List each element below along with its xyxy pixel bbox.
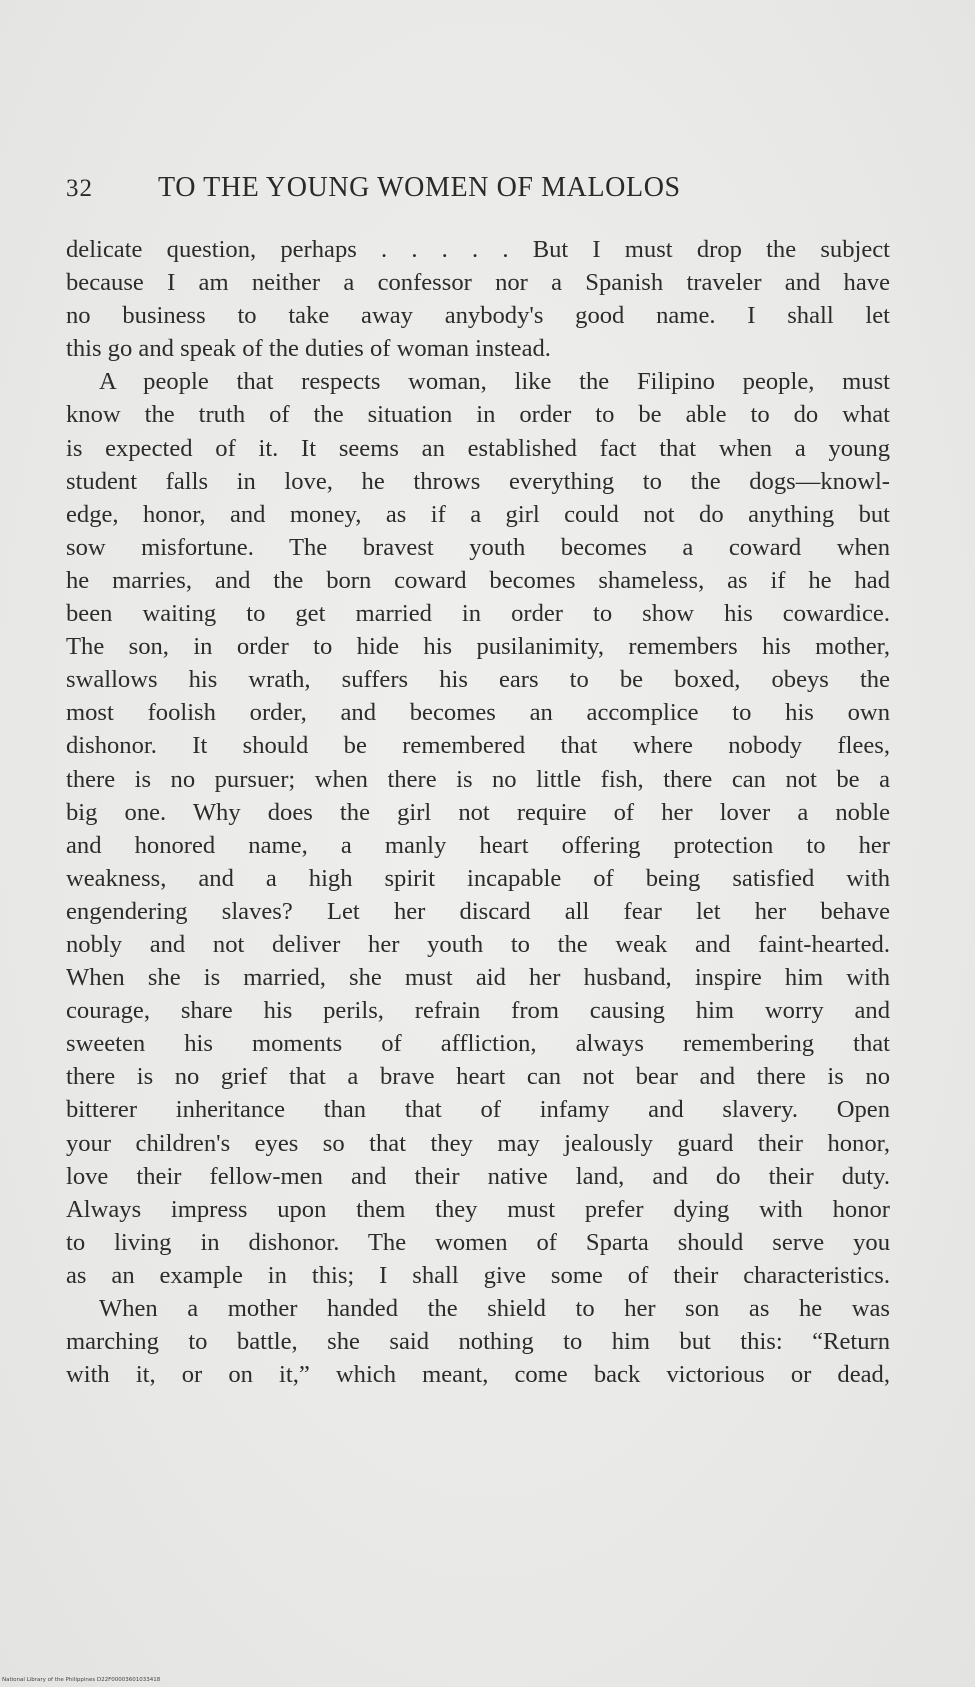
running-title: TO THE YOUNG WOMEN OF MALOLOS (158, 172, 681, 203)
text-line: sweeten his moments of affliction, always remembering that (66, 1030, 890, 1058)
text-line: nobly and not deliver her youth to the weak and faint-hearted. (66, 930, 890, 958)
text-line: courage, share his perils, refrain from causing him worry and (66, 997, 890, 1025)
text-line: and honored name, a manly heart offering protection to her (66, 831, 890, 859)
text-line: marching to battle, she said nothing to him but this: “Return (66, 1328, 890, 1356)
text-line: this go and speak of the duties of woman instead. (66, 335, 551, 363)
body-text (66, 233, 890, 1391)
text-line: most foolish order, and becomes an accomplice to his own (66, 699, 890, 727)
text-line: to living in dishonor. The women of Sparta should serve you (66, 1228, 890, 1256)
text-line: weakness, and a high spirit incapable of being satisfied with (66, 864, 890, 892)
text-line: no business to take away anybody's good name. I shall let (66, 302, 890, 330)
text-line: The son, in order to hide his pusilanimity, remembers his mother, (66, 633, 890, 661)
text-line: love their fellow-men and their native land, and do their duty. (66, 1162, 890, 1190)
text-line: edge, honor, and money, as if a girl could not do anything but (66, 500, 890, 528)
text-line: sow misfortune. The bravest youth becomes a coward when (66, 533, 890, 561)
text-line: big one. Why does the girl not require of her lover a noble (66, 798, 890, 826)
page-number: 32 (66, 175, 93, 202)
text-line: is expected of it. It seems an established fact that when a young (66, 434, 890, 462)
text-line: student falls in love, he throws everything to the dogs—knowl- (66, 467, 890, 495)
text-line: because I am neither a confessor nor a Spanish traveler and have (66, 269, 890, 297)
paragraph-first-line: A people that respects woman, like the Filipino people, must (99, 368, 890, 396)
text-line: your children's eyes so that they may jealously guard their honor, (66, 1129, 890, 1157)
text-line: dishonor. It should be remembered that where nobody flees, (66, 732, 890, 760)
text-line: When she is married, she must aid her husband, inspire him with (66, 964, 890, 992)
text-line: as an example in this; I shall give some of their characteristics. (66, 1261, 890, 1289)
text-line: he marries, and the born coward becomes shameless, as if he had (66, 566, 890, 594)
text-line: Always impress upon them they must prefer dying with honor (66, 1195, 890, 1223)
text-line: know the truth of the situation in order to be able to do what (66, 401, 890, 429)
text-line: been waiting to get married in order to show his cowardice. (66, 600, 890, 628)
running-head (66, 172, 896, 212)
text-line: bitterer inheritance than that of infamy and slavery. Open (66, 1096, 890, 1124)
text-line: there is no grief that a brave heart can not bear and there is no (66, 1063, 890, 1091)
text-line: with it, or on it,” which meant, come back victorious or dead, (66, 1361, 890, 1389)
text-line: swallows his wrath, suffers his ears to be boxed, obeys the (66, 666, 890, 694)
text-line: delicate question, perhaps . . . . . But I must drop the subject (66, 236, 890, 263)
paragraph-first-line: When a mother handed the shield to her son as he was (99, 1295, 890, 1322)
text-line: there is no pursuer; when there is no little fish, there can not be a (66, 765, 890, 793)
archive-caption: National Library of the Philippines D22F00003601033418 (2, 1677, 161, 1683)
text-line: engendering slaves? Let her discard all fear let her behave (66, 897, 890, 925)
